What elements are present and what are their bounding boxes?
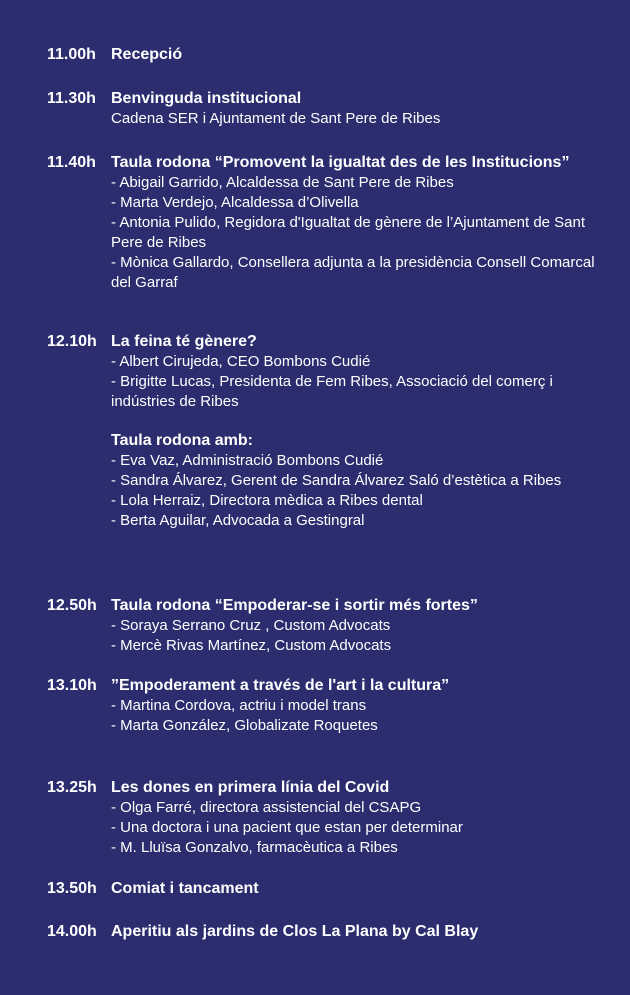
agenda-item xyxy=(47,332,607,531)
agenda-time: 11.00h xyxy=(47,46,96,63)
agenda-item xyxy=(47,778,607,858)
agenda-item xyxy=(47,879,607,899)
agenda-title: La feina té gènere? xyxy=(111,333,257,350)
agenda-time: 12.10h xyxy=(47,333,97,350)
agenda-title: Taula rodona “Promovent la igualtat des de les Institucions” xyxy=(111,154,570,171)
agenda-line: - Marta Verdejo, Alcaldessa d’Olivella xyxy=(111,194,359,211)
agenda-line: - Una doctora i una pacient que estan per determinar xyxy=(111,819,463,836)
agenda-line: - Eva Vaz, Administració Bombons Cudié xyxy=(111,452,384,469)
agenda-time: 11.40h xyxy=(47,154,96,171)
agenda-item xyxy=(47,676,607,736)
agenda-line: - Berta Aguilar, Advocada a Gestingral xyxy=(111,512,365,529)
agenda-title: ”Empoderament a través de l'art i la cultura” xyxy=(111,677,450,694)
agenda-time: 12.50h xyxy=(47,597,97,614)
agenda-time: 14.00h xyxy=(47,923,97,940)
agenda-line: - Abigail Garrido, Alcaldessa de Sant Pere de Ribes xyxy=(111,174,454,191)
agenda-line: - Albert Cirujeda, CEO Bombons Cudié xyxy=(111,353,371,370)
agenda-item xyxy=(47,45,607,65)
agenda-title: Benvinguda institucional xyxy=(111,90,302,107)
agenda-line: - Lola Herraiz, Directora mèdica a Ribes dental xyxy=(111,492,423,509)
agenda-line: - Sandra Álvarez, Gerent de Sandra Álvarez Saló d’estètica a Ribes xyxy=(111,472,562,489)
agenda-time: 13.50h xyxy=(47,880,97,897)
agenda-line: - Marta González, Globalizate Roquetes xyxy=(111,717,378,734)
agenda-title: Comiat i tancament xyxy=(111,880,259,897)
agenda-line: Cadena SER i Ajuntament de Sant Pere de Ribes xyxy=(111,110,441,127)
agenda-line: - Mercè Rivas Martínez, Custom Advocats xyxy=(111,637,392,654)
agenda-item xyxy=(47,153,607,293)
agenda-line: - Brigitte Lucas, Presidenta de Fem Ribes, Associació del comerç i indústries de Ribes xyxy=(111,373,553,410)
agenda-item xyxy=(47,89,607,129)
agenda-title: Recepció xyxy=(111,46,183,63)
agenda-line: - Soraya Serrano Cruz , Custom Advocats xyxy=(111,617,391,634)
agenda-line: - Olga Farré, directora assistencial del CSAPG xyxy=(111,799,422,816)
agenda-time: 13.25h xyxy=(47,779,97,796)
agenda-line: - Antonia Pulido, Regidora d'Igualtat de gènere de l’Ajuntament de Sant Pere de Ribes xyxy=(111,214,586,251)
agenda-title: Les dones en primera línia del Covid xyxy=(111,779,390,796)
agenda-subtitle: Taula rodona amb: xyxy=(111,432,253,449)
agenda-item xyxy=(47,922,607,942)
agenda-title: Taula rodona “Empoderar-se i sortir més fortes” xyxy=(111,597,478,614)
agenda-line: - Mònica Gallardo, Consellera adjunta a la presidència Consell Comarcal del Garraf xyxy=(111,254,595,291)
agenda-line: - M. Lluïsa Gonzalvo, farmacèutica a Ribes xyxy=(111,839,398,856)
agenda-title: Aperitiu als jardins de Clos La Plana by Cal Blay xyxy=(111,923,479,940)
agenda-time: 11.30h xyxy=(47,90,96,107)
agenda-item xyxy=(47,596,607,656)
agenda-time: 13.10h xyxy=(47,677,97,694)
agenda-line: - Martina Cordova, actriu i model trans xyxy=(111,697,367,714)
